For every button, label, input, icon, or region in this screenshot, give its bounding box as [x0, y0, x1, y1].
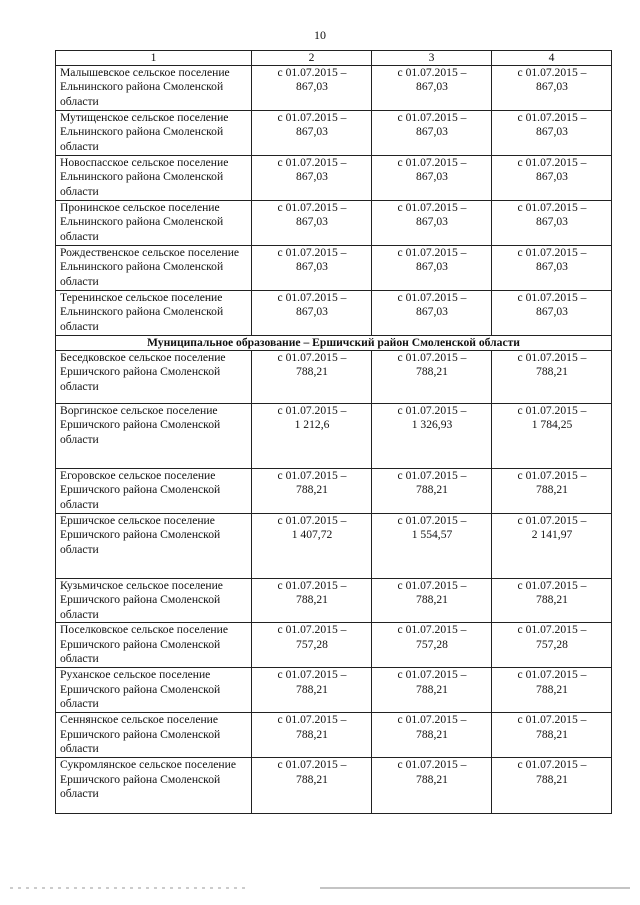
tariff-amount: 867,03 [536, 125, 568, 139]
page-number: 10 [314, 28, 326, 42]
tariff-amount: 788,21 [296, 483, 328, 497]
section-title: Муниципальное образование – Ершичский район Смоленской области [56, 336, 612, 351]
tariff-value-cell [492, 579, 612, 623]
tariff-value-cell [252, 623, 372, 668]
tariff-amount: 1 326,93 [411, 418, 453, 432]
settlement-name: Беседковское сельское поселение Ершичского района Смоленской области [56, 351, 252, 404]
tariff-value-cell [492, 404, 612, 469]
tariff-amount: 867,03 [536, 215, 568, 229]
settlement-name: Сукромлянское сельское поселение Ершичского района Смоленской области [56, 758, 252, 814]
tariff-date: с 01.07.2015 – [517, 66, 587, 79]
settlement-name: Малышевское сельское поселение Ельнинского района Смоленской области [56, 66, 252, 111]
tariff-date: с 01.07.2015 – [397, 246, 467, 259]
settlement-name: Теренинское сельское поселение Ельнинского района Смоленской области [56, 291, 252, 336]
settlement-name: Рождественское сельское поселение Ельнинского района Смоленской области [56, 246, 252, 291]
table-row [56, 668, 612, 713]
tariff-value-cell [252, 351, 372, 404]
tariff-value-cell [492, 668, 612, 713]
tariff-date: с 01.07.2015 – [397, 291, 467, 304]
tariff-value-cell [372, 404, 492, 469]
tariff-value-cell [252, 758, 372, 814]
table-row [56, 246, 612, 291]
tariff-value-cell [372, 201, 492, 246]
tariff-table [55, 50, 612, 814]
tariff-amount: 1 212,6 [294, 418, 330, 432]
tariff-value-cell [492, 246, 612, 291]
tariff-value-cell [252, 469, 372, 514]
tariff-date: с 01.07.2015 – [277, 111, 347, 124]
settlement-name: Мутищенское сельское поселение Ельнинского района Смоленской области [56, 111, 252, 156]
tariff-amount: 788,21 [536, 365, 568, 379]
tariff-amount: 788,21 [296, 727, 328, 741]
tariff-amount: 867,03 [416, 305, 448, 319]
table-row [56, 469, 612, 514]
tariff-date: с 01.07.2015 – [277, 758, 347, 772]
tariff-date: с 01.07.2015 – [277, 404, 347, 417]
table-row [56, 66, 612, 111]
tariff-date: с 01.07.2015 – [517, 579, 587, 592]
tariff-date: с 01.07.2015 – [277, 713, 347, 727]
tariff-date: с 01.07.2015 – [517, 111, 587, 124]
settlement-name: Новоспасское сельское поселение Ельнинского района Смоленской области [56, 156, 252, 201]
tariff-value-cell [492, 351, 612, 404]
tariff-value-cell [372, 579, 492, 623]
tariff-amount: 867,03 [296, 305, 328, 319]
tariff-date: с 01.07.2015 – [397, 404, 467, 417]
tariff-date: с 01.07.2015 – [277, 469, 347, 482]
tariff-date: с 01.07.2015 – [517, 758, 587, 772]
settlement-name: Руханское сельское поселение Ершичского района Смоленской области [56, 668, 252, 713]
table-row [56, 514, 612, 579]
tariff-amount: 867,03 [536, 170, 568, 184]
tariff-date: с 01.07.2015 – [517, 351, 587, 364]
tariff-value-cell [492, 514, 612, 579]
tariff-date: с 01.07.2015 – [517, 514, 587, 527]
tariff-amount: 788,21 [296, 682, 328, 696]
scan-noise-line [0, 886, 640, 890]
tariff-date: с 01.07.2015 – [517, 291, 587, 304]
tariff-amount: 867,03 [416, 215, 448, 229]
tariff-value-cell [492, 66, 612, 111]
settlement-name: Егоровское сельское поселение Ершичского района Смоленской области [56, 469, 252, 514]
tariff-value-cell [372, 156, 492, 201]
tariff-amount: 867,03 [536, 305, 568, 319]
tariff-amount: 867,03 [416, 125, 448, 139]
tariff-value-cell [252, 713, 372, 758]
table-row [56, 579, 612, 623]
settlement-name: Пронинское сельское поселение Ельнинского района Смоленской области [56, 201, 252, 246]
tariff-date: с 01.07.2015 – [517, 469, 587, 482]
tariff-date: с 01.07.2015 – [397, 758, 467, 772]
settlement-name: Кузьмичское сельское поселение Ершичского района Смоленской области [56, 579, 252, 623]
tariff-date: с 01.07.2015 – [397, 579, 467, 592]
tariff-value-cell [252, 156, 372, 201]
tariff-amount: 867,03 [296, 80, 328, 94]
tariff-date: с 01.07.2015 – [397, 201, 467, 214]
tariff-value-cell [372, 469, 492, 514]
column-header: 3 [372, 51, 492, 66]
tariff-value-cell [372, 351, 492, 404]
tariff-amount: 867,03 [296, 170, 328, 184]
tariff-date: с 01.07.2015 – [397, 156, 467, 169]
table-row [56, 291, 612, 336]
tariff-value-cell [252, 668, 372, 713]
tariff-date: с 01.07.2015 – [277, 623, 347, 637]
column-header: 2 [252, 51, 372, 66]
tariff-value-cell [252, 404, 372, 469]
tariff-amount: 788,21 [536, 682, 568, 696]
tariff-value-cell [492, 469, 612, 514]
column-header: 1 [56, 51, 252, 66]
tariff-date: с 01.07.2015 – [397, 351, 467, 364]
tariff-amount: 788,21 [416, 772, 448, 786]
table-body [56, 66, 612, 814]
tariff-amount: 788,21 [416, 727, 448, 741]
settlement-name: Воргинское сельское поселение Ершичского района Смоленской области [56, 404, 252, 469]
tariff-date: с 01.07.2015 – [397, 469, 467, 482]
tariff-amount: 788,21 [536, 772, 568, 786]
tariff-date: с 01.07.2015 – [517, 623, 587, 637]
tariff-date: с 01.07.2015 – [397, 713, 467, 727]
tariff-date: с 01.07.2015 – [397, 66, 467, 79]
table-row [56, 111, 612, 156]
table-row [56, 156, 612, 201]
tariff-date: с 01.07.2015 – [277, 351, 347, 364]
settlement-name: Ершичское сельское поселение Ершичского района Смоленской области [56, 514, 252, 579]
tariff-date: с 01.07.2015 – [397, 623, 467, 637]
tariff-date: с 01.07.2015 – [397, 668, 467, 682]
tariff-amount: 867,03 [416, 260, 448, 274]
tariff-value-cell [252, 66, 372, 111]
table-row [56, 713, 612, 758]
tariff-date: с 01.07.2015 – [517, 713, 587, 727]
tariff-amount: 788,21 [536, 727, 568, 741]
tariff-amount: 867,03 [296, 260, 328, 274]
tariff-amount: 788,21 [536, 483, 568, 497]
tariff-value-cell [252, 579, 372, 623]
tariff-amount: 788,21 [416, 682, 448, 696]
tariff-value-cell [492, 291, 612, 336]
settlement-name: Поселковское сельское поселение Ершичского района Смоленской области [56, 623, 252, 668]
tariff-value-cell [372, 758, 492, 814]
tariff-amount: 757,28 [536, 637, 568, 651]
tariff-amount: 757,28 [296, 637, 328, 651]
tariff-value-cell [492, 111, 612, 156]
tariff-date: с 01.07.2015 – [277, 579, 347, 592]
tariff-date: с 01.07.2015 – [517, 156, 587, 169]
tariff-value-cell [372, 66, 492, 111]
tariff-amount: 788,21 [416, 593, 448, 607]
table-row [56, 351, 612, 404]
section-row [56, 336, 612, 351]
tariff-date: с 01.07.2015 – [277, 668, 347, 682]
tariff-date: с 01.07.2015 – [277, 66, 347, 79]
tariff-amount: 1 407,72 [291, 528, 333, 542]
tariff-value-cell [372, 246, 492, 291]
tariff-amount: 867,03 [536, 260, 568, 274]
tariff-amount: 867,03 [416, 170, 448, 184]
column-header: 4 [492, 51, 612, 66]
tariff-value-cell [372, 291, 492, 336]
tariff-value-cell [372, 111, 492, 156]
tariff-amount: 867,03 [296, 125, 328, 139]
tariff-date: с 01.07.2015 – [277, 514, 347, 527]
tariff-amount: 788,21 [296, 593, 328, 607]
tariff-amount: 867,03 [416, 80, 448, 94]
tariff-amount: 788,21 [416, 365, 448, 379]
tariff-value-cell [492, 201, 612, 246]
tariff-amount: 867,03 [536, 80, 568, 94]
tariff-date: с 01.07.2015 – [277, 156, 347, 169]
tariff-date: с 01.07.2015 – [517, 404, 587, 417]
tariff-amount: 1 554,57 [411, 528, 453, 542]
settlement-name: Сеннянское сельское поселение Ершичского района Смоленской области [56, 713, 252, 758]
tariff-value-cell [492, 623, 612, 668]
tariff-date: с 01.07.2015 – [277, 201, 347, 214]
tariff-amount: 2 141,97 [531, 528, 573, 542]
table-row [56, 623, 612, 668]
tariff-value-cell [252, 201, 372, 246]
tariff-value-cell [252, 246, 372, 291]
tariff-value-cell [372, 514, 492, 579]
table-row [56, 758, 612, 814]
tariff-amount: 788,21 [416, 483, 448, 497]
tariff-value-cell [252, 514, 372, 579]
table-row [56, 404, 612, 469]
tariff-value-cell [492, 758, 612, 814]
table-header-row [56, 51, 612, 66]
tariff-date: с 01.07.2015 – [277, 291, 347, 304]
tariff-date: с 01.07.2015 – [397, 111, 467, 124]
tariff-amount: 788,21 [296, 365, 328, 379]
tariff-amount: 757,28 [416, 637, 448, 651]
tariff-date: с 01.07.2015 – [277, 246, 347, 259]
tariff-amount: 788,21 [296, 772, 328, 786]
tariff-amount: 867,03 [296, 215, 328, 229]
tariff-amount: 788,21 [536, 593, 568, 607]
tariff-value-cell [252, 291, 372, 336]
tariff-value-cell [252, 111, 372, 156]
tariff-value-cell [372, 668, 492, 713]
tariff-value-cell [492, 713, 612, 758]
tariff-value-cell [372, 623, 492, 668]
tariff-date: с 01.07.2015 – [517, 246, 587, 259]
tariff-amount: 1 784,25 [531, 418, 573, 432]
table-row [56, 201, 612, 246]
tariff-value-cell [492, 156, 612, 201]
tariff-value-cell [372, 713, 492, 758]
tariff-date: с 01.07.2015 – [517, 201, 587, 214]
tariff-date: с 01.07.2015 – [517, 668, 587, 682]
tariff-date: с 01.07.2015 – [397, 514, 467, 527]
